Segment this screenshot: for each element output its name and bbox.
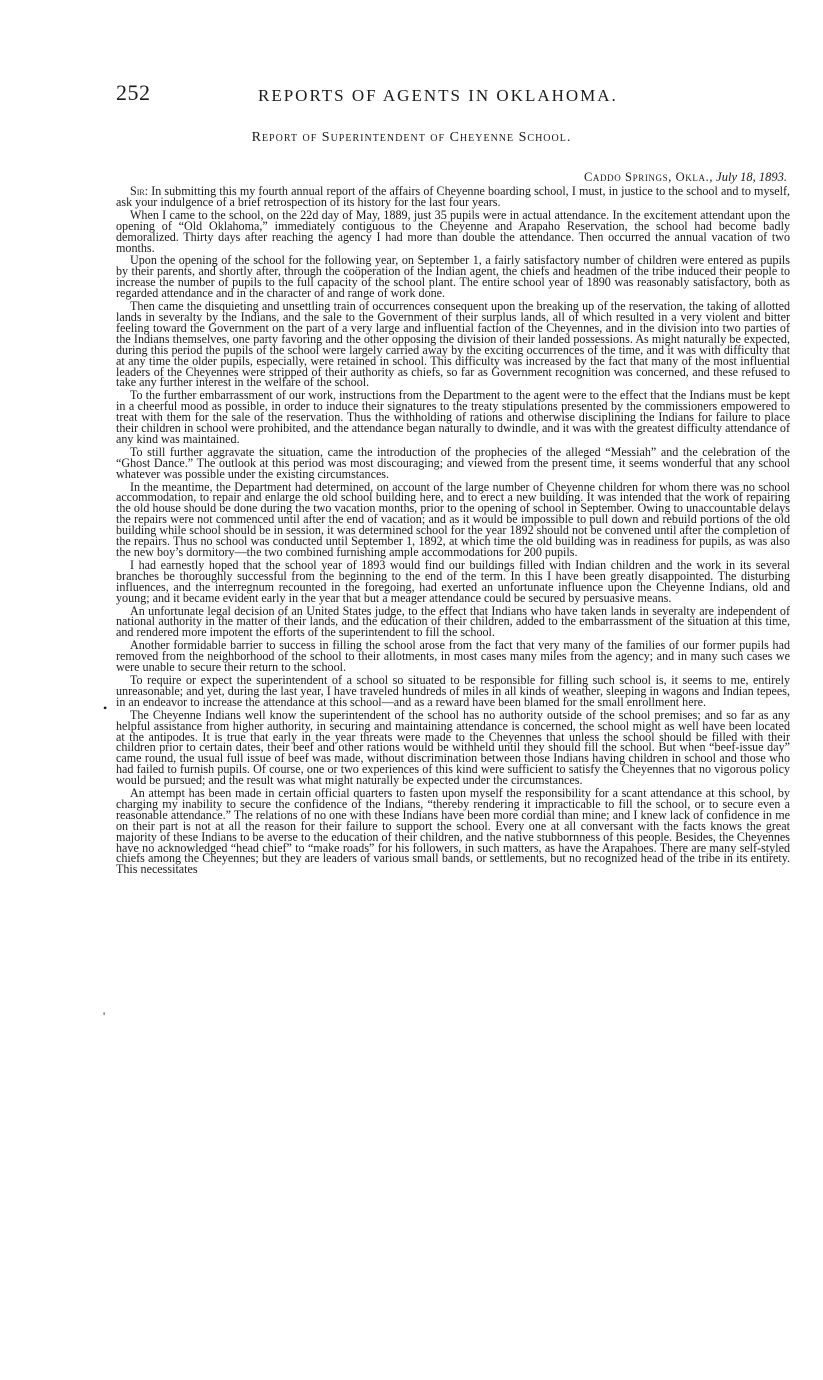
dateline	[584, 169, 787, 185]
running-head: REPORTS OF AGENTS IN OKLAHOMA.	[258, 86, 618, 105]
paragraph-2: When I came to the school, on the 22d day of May, 1889, just 35 pupils were in actual attendance. In the excitement attendant upon the opening of “Old Oklahoma,” immediately contiguous to the Cheyenne and Arapaho Reservation, the school had become badly demoralized. Thirty days after reaching the agency I had more than double the attendance. Then occurred the annual vacation of two months.	[116, 207, 790, 255]
salutation: Sir:	[130, 184, 149, 198]
section-title: Report of Superintendent of Cheyenne School.	[251, 130, 572, 145]
paragraph-7: In the meantime, the Department had determined, on account of the large number of Cheyenne children for whom there was no school accommodation, to repair and enlarge the old school building here, and to erect a new building. It was intended that the work of repairing the old house should be done during the two vacation months, prior to the opening of school in September. Owing to unaccountable delays the repairs were not commenced until after the end of vacation; and as it would be impossible to pull down and rebuild portions of the old building while school should be in session, it was determined school for the year 1892 should not be convened until after the completion of the repairs. Thus no school was conducted until September 1, 1892, at which time the old building was in readiness for pupils, as was also the new boy’s dormitory—the two combined furnishing ample accommodations for 200 pupils.	[116, 479, 790, 559]
page-number: 252	[116, 80, 151, 105]
paragraph-9: An unfortunate legal decision of an United States judge, to the effect that Indians who have taken lands in severalty are independent of national authority in the matter of their lands, and the education of their children, added to the embarrassment of the situation at this time, and rendered more impotent the efforts of the superintendent to fill the school.	[116, 603, 790, 640]
paragraph-8: I had earnestly hoped that the school year of 1893 would find our buildings filled with Indian children and the work in its several branches be thoroughly successful from the beginning to the end of the term. In this I have been greatly disappointed. The disturbing influences, and the interregnum recounted in the foregoing, had exerted an unfortunate influence upon the Cheyenne Indians, old and young; and it became evident early in the year that but a meager attendance could be secured by persuasive means.	[116, 557, 790, 605]
paragraph-4: Then came the disquieting and unsettling train of occurrences consequent upon the breaking up of the reservation, the taking of allotted lands in severalty by the Indians, and the sale to the Government of their surplus lands, all of which resulted in a very violent and bitter feeling toward the Government on the part of a very large and influential faction of the Cheyennes, and in the division into two parties of the Indians themselves, one party favoring and the other opposing the division of their landed possessions. As might naturally be expected, during this period the pupils of the school were largely carried away by the exciting occurrences of the time, and it was with difficulty that at any time the older pupils, especially, were retained in school. This difficulty was increased by the fact that many of the most influential leaders of the Cheyennes were stripped of their authority as chiefs, so far as Government recognition was concerned, and these refused to take any further interest in the welfare of the school.	[116, 299, 790, 390]
paragraph-12: The Cheyenne Indians well know the superintendent of the school has no authority outside of the school premises; and so far as any helpful assistance from higher authority, in securing and maintaining attendance is concerned, the school might as well have been located at the antipodes. It is true that early in the year threats were made to the Cheyennes that unless the school should be filled with their children prior to certain dates, their beef and other rations would be withheld until they should fill the school. But when “beef-issue day” came round, the usual full issue of beef was made, without discrimination between those Indians having children in school and those who had failed to furnish pupils. Of course, one or two experiences of this kind were sufficient to satisfy the Cheyennes that no vigorous policy would be pursued; and the result was what might naturally be expected under the circumstances.	[116, 707, 790, 788]
paragraph-10: Another formidable barrier to success in filling the school arose from the fact that very many of the families of our former pupils had removed from the neighborhood of the school to their allotments, in most cases many miles from the agency; and in many such cases we were unable to secure their return to the school.	[116, 638, 790, 675]
paragraph-6: To still further aggravate the situation, came the introduction of the prophecies of the alleged “Messiah” and the celebration of the “Ghost Dance.” The outlook at this period was most discouraging; and viewed from the present time, it seems wonderful that any school whatever was possible under the existing circumstances.	[116, 444, 790, 481]
paragraph-1	[116, 186, 790, 208]
paragraph-11: To require or expect the superintendent of a school so situated to be responsible for filling such school is, it seems to me, entirely unreasonable; and yet, during the last year, I have traveled hundreds of miles in all kinds of weather, sleeping in wagons and Indian tepees, in an endeavor to increase the attendance at this school—and as a reward have been blamed for the small enrollment here.	[116, 672, 790, 709]
dateline-place: Caddo Springs, Okla.,	[584, 170, 714, 184]
dateline-date: July 18, 1893.	[716, 170, 787, 184]
paragraph-3: Upon the opening of the school for the following year, on September 1, a fairly satisfactory number of children were entered as pupils by their parents, and shortly after, through the coöperation of the Indian agent, the chiefs and headmen of the tribe induced their people to increase the number of pupils to the full capacity of the school plant. The entire school year of 1890 was reasonably satisfactory, both as regarded attendance and in the character of and range of work done.	[116, 253, 790, 301]
paragraph-13: An attempt has been made in certain official quarters to fasten upon myself the responsibility for a scant attendance at this school, by charging my inability to secure the confidence of the Indians, “thereby rendering it impracticable to fill the school, or to secure even a reasonable attendance.” The relations of no one with these Indians have been more cordial than mine; and I knew lack of confidence in me on their part is not at all the reason for their failure to support the school. Every one at all conversant with the facts knows the great majority of these Indians to be averse to the education of their children, and the native stubbornness of this people. Besides, the Cheyennes have no acknowledged “head chief” to “make roads” for his followers, in such matters, as have the Arapahoes. There are many self-styled chiefs among the Cheyennes; but they are leaders of various small bands, or settlements, but no recognized head of the tribe in its entirety. This necessitates	[116, 786, 790, 877]
paragraph-1-text: In submitting this my fourth annual report of the affairs of Cheyenne boarding school, I must, in justice to the school and to myself, ask your indulgence of a brief retrospection of its history for the last four years.	[116, 184, 790, 209]
report-body	[116, 186, 790, 877]
margin-bullet-mark: •	[103, 701, 108, 715]
margin-tick-mark: '	[103, 1009, 106, 1023]
paragraph-5: To the further embarrassment of our work, instructions from the Department to the agent were to the effect that the Indians must be kept in a cheerful mood as possible, in order to induce their signatures to the treaty stipulations presented by the commissioners empowered to treat with them for the sale of the reservation. Thus the withholding of rations and otherwise disciplining the Indians for failure to place their children in school were prohibited, and the attendance began naturally to dwindle, and it was with the greatest difficulty attendance of any kind was maintained.	[116, 388, 790, 446]
